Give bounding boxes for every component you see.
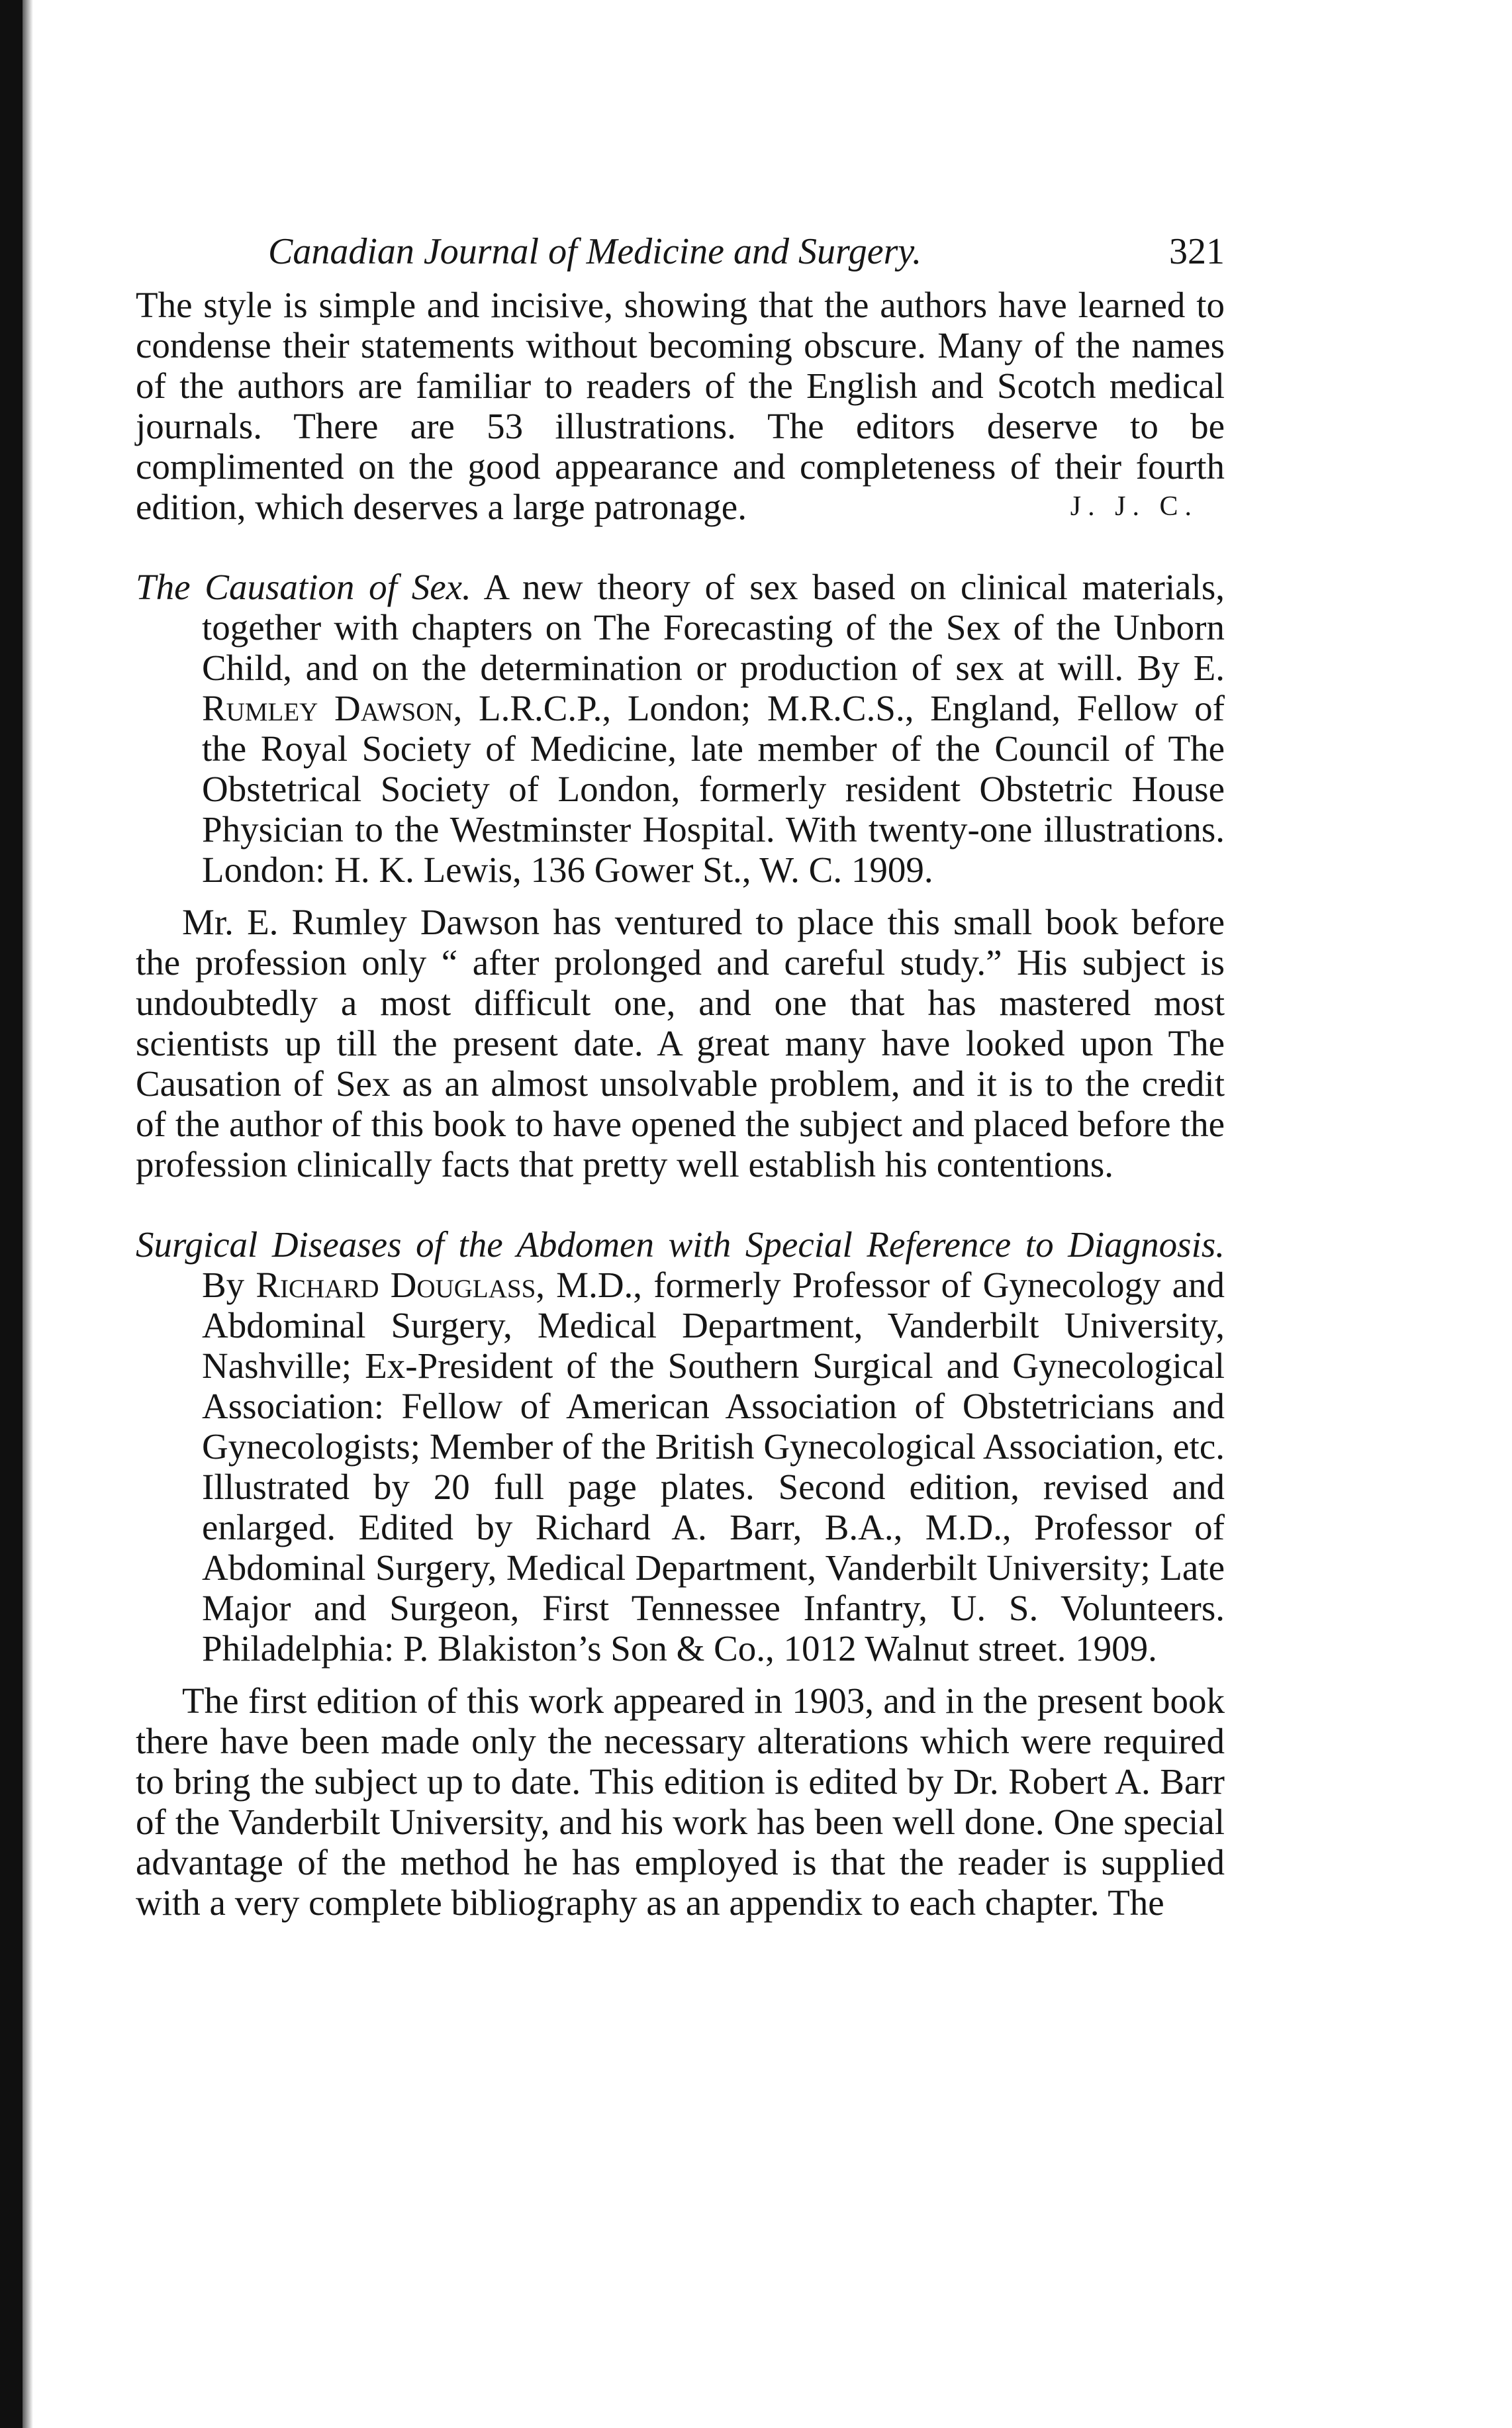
section-gap: [136, 1185, 1225, 1224]
book-title: The Causation of Sex.: [136, 567, 471, 607]
review-paragraph-surgical: The first edition of this work appeared in 1903, and in the present book there have been made only the necessary alterations which were required to bring the subject up to date. This edition is edited by Dr. Robert A. Barr of the Vanderbilt University, and his work has been well done. One special advantage of the method he has employed is that the reader is supplied with a very complete bibliography as an appendix to each chapter. The: [136, 1680, 1225, 1923]
reviewer-initials: J. J. C.: [1070, 491, 1198, 522]
paragraph-gap: [136, 890, 1225, 902]
review-paragraph-causation: Mr. E. Rumley Dawson has ventured to place this small book before the profession only “ after prolonged and careful study.” His subject is undoubtedly a most difficult one, and one that has mastered most scientists up till the present date. A great many have looked upon The Causation of Sex as an almost unsolvable problem, and it is to the credit of the author of this book to have opened the subject and placed before the profession clinically facts that pretty well establish his contentions.: [136, 902, 1225, 1185]
section-gap: [136, 527, 1225, 567]
page-content: [136, 219, 1225, 1923]
book-publication-details: M.D., formerly Professor of Gynecology and Abdominal Surgery, Medical Department, Vanderbilt University, Nashville; Ex-President of the Southern Surgical and Gynecological Association: Fellow of American Association of Obstetricians and Gynecologists; Member of the British Gynecological Association, etc. Illustrated by 20 full page plates. Second edition, revised and enlarged. Edited by Richard A. Barr, B.A., M.D., Professor of Abdominal Surgery, Medical Department, Vanderbilt University; Late Major and Surgeon, First Tennessee Infantry, U. S. Volunteers. Philadelphia: P. Blakiston’s Son & Co., 1012 Walnut street. 1909.: [202, 1265, 1225, 1669]
book-author: E. Rumley Dawson,: [202, 648, 1225, 728]
review-continued-paragraph: [136, 285, 1225, 527]
book-description: A new theory of sex based on clinical materials, together with chapters on The Forecasting of the Sex of the Unborn Child, and on the determination or production of sex at will. By: [202, 567, 1225, 688]
paragraph-gap: [136, 1669, 1225, 1680]
spine-gradient: [23, 0, 33, 2428]
review-continued-text: The style is simple and incisive, showing that the authors have learned to condense their statements without becoming obscure. Many of the names of the authors are familiar to readers of the English and Scotch medical journals. There are 53 illustrations. The editors deserve to be complimented on the good appearance and completeness of their fourth edition, which deserves a large patronage.: [136, 285, 1225, 527]
book-entry-causation-of-sex: [136, 567, 1225, 890]
book-author: Richard Douglass,: [256, 1265, 545, 1305]
book-title: Surgical Diseases of the Abdomen with Special Reference to Diagnosis.: [136, 1224, 1225, 1265]
book-publication-details: L.R.C.P., London; M.R.C.S., England, Fellow of the Royal Society of Medicine, late member of the Council of The Obstetrical Society of London, formerly resident Obstetric House Physician to the Westminster Hospital. With twenty-one illustrations. London: H. K. Lewis, 136 Gower St., W. C. 1909.: [202, 688, 1225, 890]
journal-title: Canadian Journal of Medicine and Surgery.: [268, 231, 922, 272]
by-label: By: [202, 1265, 245, 1305]
book-spine-shadow: [0, 0, 23, 2428]
running-header: [136, 219, 1225, 285]
book-entry-surgical-diseases: [136, 1224, 1225, 1669]
page-number: 321: [1169, 231, 1225, 272]
